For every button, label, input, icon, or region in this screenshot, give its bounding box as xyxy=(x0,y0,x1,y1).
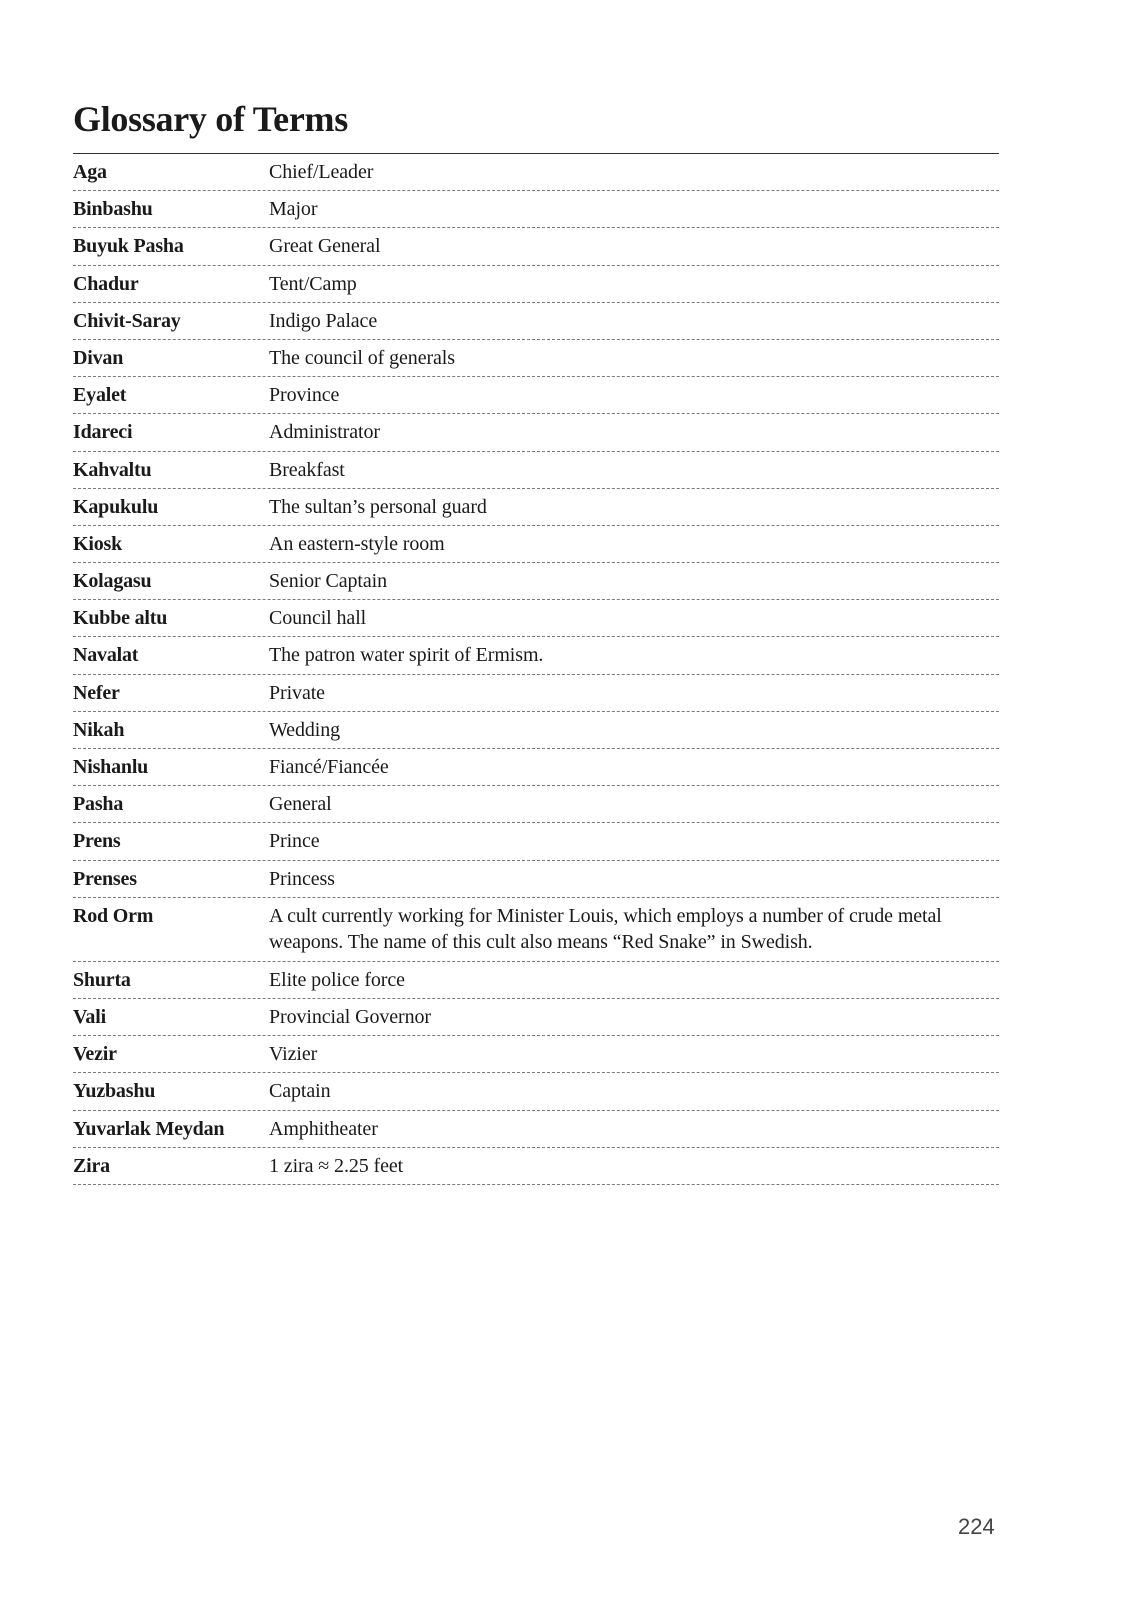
glossary-term: Pasha xyxy=(73,793,124,816)
glossary-definition: An eastern-style room xyxy=(269,532,445,555)
glossary-term: Nikah xyxy=(73,718,125,741)
glossary-definition: Province xyxy=(269,384,340,407)
glossary-term: Shurta xyxy=(73,968,131,991)
glossary-row xyxy=(73,489,999,526)
glossary-row xyxy=(73,266,999,303)
glossary-definition: Breakfast xyxy=(269,458,345,481)
glossary-term: Prenses xyxy=(73,867,137,890)
glossary-term: Vezir xyxy=(73,1043,117,1066)
glossary-row xyxy=(73,898,999,962)
glossary-row xyxy=(73,675,999,712)
glossary-definition: Provincial Governor xyxy=(269,1005,431,1028)
glossary-row xyxy=(73,526,999,563)
glossary-row xyxy=(73,1036,999,1073)
glossary-definition: General xyxy=(269,793,332,816)
glossary-term: Yuvarlak Meydan xyxy=(73,1117,225,1140)
glossary-definition: Captain xyxy=(269,1080,331,1103)
glossary-row xyxy=(73,962,999,999)
glossary-definition: Fiancé/Fiancée xyxy=(269,756,389,778)
glossary-definition: Prince xyxy=(269,830,320,853)
glossary-definition: The sultan’s personal guard xyxy=(269,495,487,518)
glossary-term: Kapukulu xyxy=(73,495,159,518)
glossary-definition: Private xyxy=(269,681,325,704)
glossary-term: Aga xyxy=(73,161,107,183)
glossary-term: Nefer xyxy=(73,681,120,704)
glossary-row xyxy=(73,191,999,228)
glossary-term: Kahvaltu xyxy=(73,458,152,481)
glossary-definition: Indigo Palace xyxy=(269,309,378,332)
glossary-definition: The patron water spirit of Ermism. xyxy=(269,644,544,667)
glossary-row xyxy=(73,563,999,600)
glossary-term: Eyalet xyxy=(73,384,127,407)
glossary-term: Binbashu xyxy=(73,198,153,221)
glossary-term: Kiosk xyxy=(73,532,123,555)
glossary-row xyxy=(73,340,999,377)
glossary-term: Kolagasu xyxy=(73,570,152,593)
glossary-term: Nishanlu xyxy=(73,756,149,778)
glossary-row xyxy=(73,823,999,860)
page-title: Glossary of Terms xyxy=(73,99,348,139)
page-number: 224 xyxy=(958,1514,995,1539)
glossary-term: Yuzbashu xyxy=(73,1080,156,1103)
glossary-row xyxy=(73,377,999,414)
glossary-term: Idareci xyxy=(73,421,133,444)
glossary-definition: Amphitheater xyxy=(269,1117,378,1140)
glossary-row xyxy=(73,861,999,898)
glossary-term: Chivit-Saray xyxy=(73,309,181,332)
glossary-definition: The council of generals xyxy=(269,346,455,369)
glossary-row xyxy=(73,600,999,637)
glossary-definition: 1 zira ≈ 2.25 feet xyxy=(269,1154,404,1177)
glossary-term: Chadur xyxy=(73,272,139,295)
glossary-term: Navalat xyxy=(73,644,139,667)
glossary-definition: Vizier xyxy=(269,1043,318,1066)
glossary-term: Rod Orm xyxy=(73,904,154,927)
glossary-term: Vali xyxy=(73,1005,106,1028)
glossary-row xyxy=(73,712,999,749)
glossary-row xyxy=(73,452,999,489)
glossary-definition: Elite police force xyxy=(269,968,405,991)
glossary-row xyxy=(73,1148,999,1185)
glossary-definition: Great General xyxy=(269,235,381,258)
glossary-row xyxy=(73,154,999,191)
glossary-definition: Tent/Camp xyxy=(269,272,357,295)
glossary-definition: Wedding xyxy=(269,718,341,741)
glossary-term: Kubbe altu xyxy=(73,607,168,630)
glossary-definition: Senior Captain xyxy=(269,570,388,593)
glossary-definition: Administrator xyxy=(269,421,380,444)
glossary-row xyxy=(73,414,999,451)
glossary-definition: Princess xyxy=(269,867,335,890)
glossary-row xyxy=(73,1073,999,1110)
glossary-row xyxy=(73,228,999,265)
glossary-row xyxy=(73,1111,999,1148)
glossary-row xyxy=(73,303,999,340)
glossary-term: Divan xyxy=(73,346,124,369)
glossary-row xyxy=(73,637,999,674)
glossary-row xyxy=(73,749,999,786)
glossary-row xyxy=(73,786,999,823)
glossary-row xyxy=(73,999,999,1036)
glossary-definition: Chief/Leader xyxy=(269,161,374,183)
glossary-term: Prens xyxy=(73,830,121,853)
glossary-term: Zira xyxy=(73,1154,110,1177)
glossary-definition: A cult currently working for Minister Louis, which employs a number of crude metal weapons. The name of this cult also means “Red Snake” in Swedish. xyxy=(269,904,942,953)
glossary-term: Buyuk Pasha xyxy=(73,235,184,258)
glossary-definition: Council hall xyxy=(269,607,367,630)
glossary-table xyxy=(73,154,999,1185)
glossary-definition: Major xyxy=(269,198,318,221)
